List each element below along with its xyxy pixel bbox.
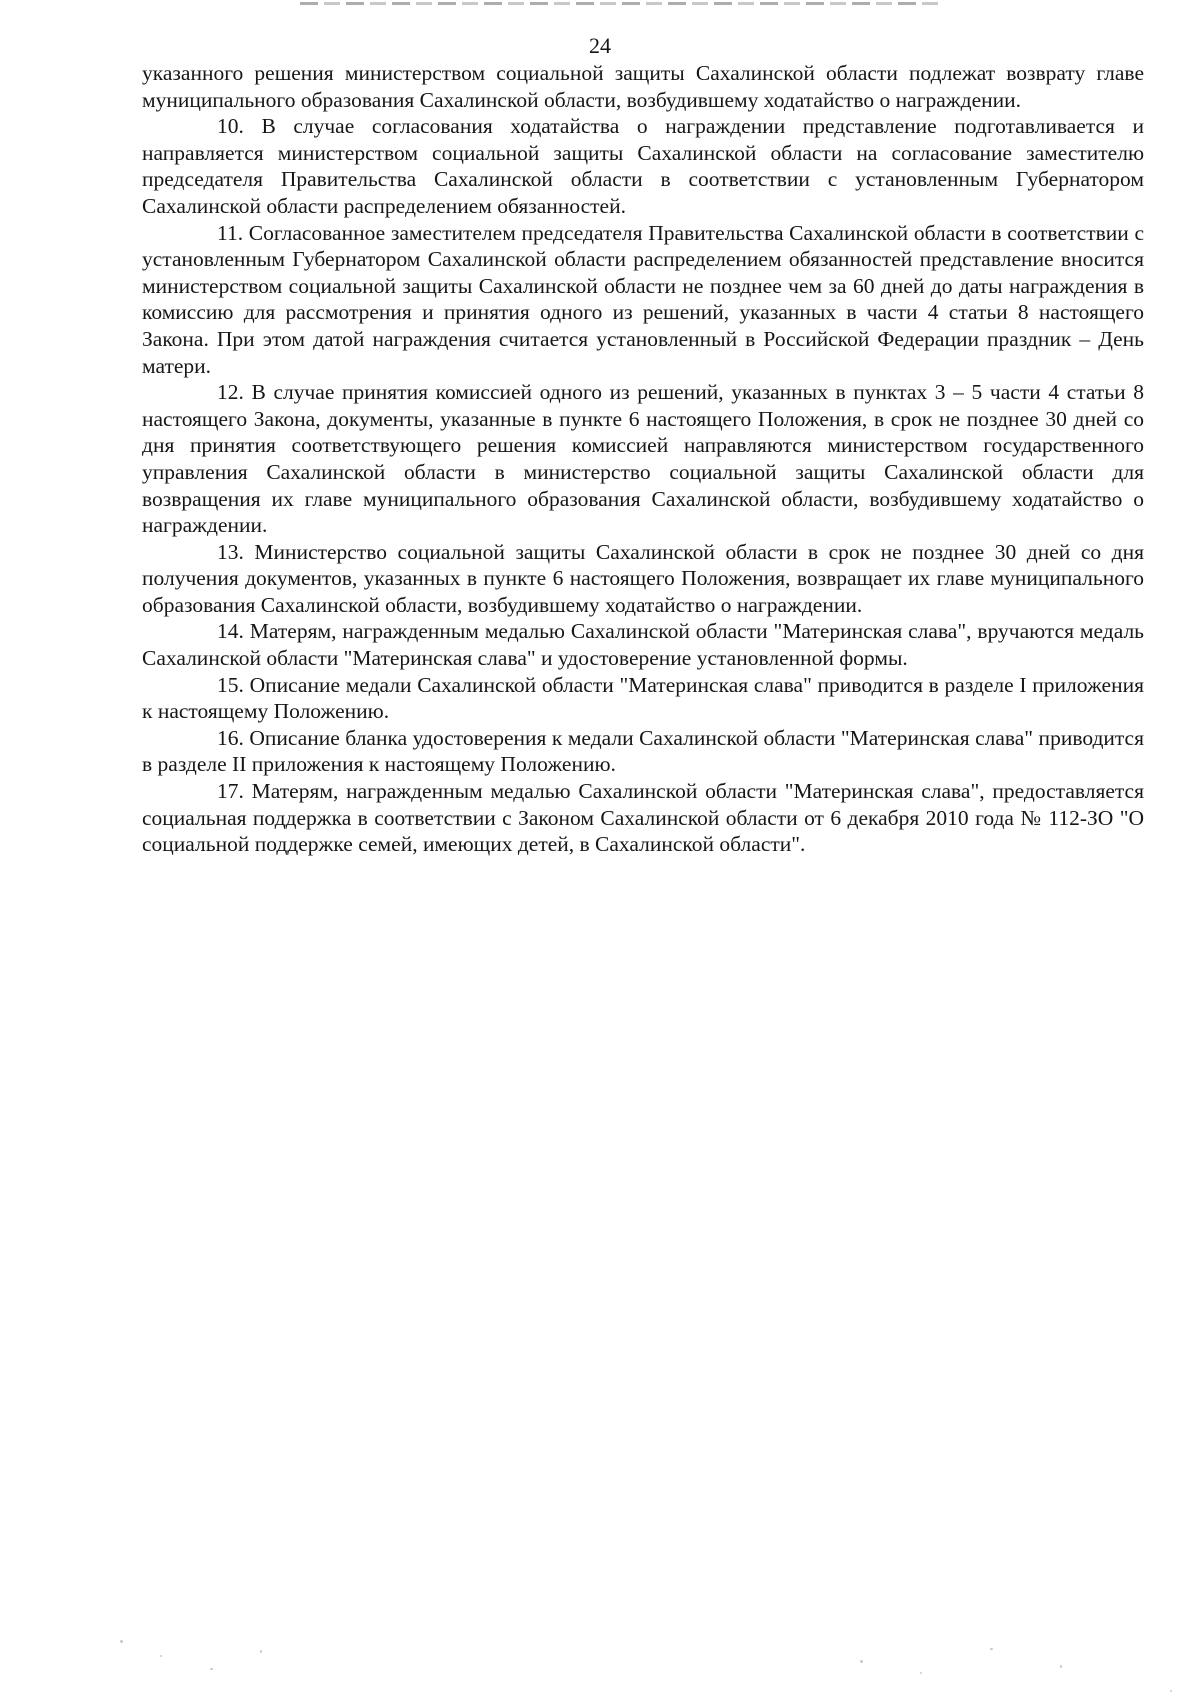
scan-artifact-line [300,2,940,5]
scan-noise [160,1655,162,1657]
page-number: 24 [589,33,611,58]
scan-noise [990,1648,993,1650]
paragraph-item-13: 13. Министерство социальной защиты Сахалинской области в срок не позднее 30 дней со дня получения документов, указанных в пункте 6 настоящего Положения, возвращает их главе муниципального образования Сахалинской области, возбудившему ходатайство о награждении. [142,539,1144,617]
scan-noise [260,1650,262,1653]
document-body [142,60,1144,858]
paragraph-item-17: 17. Матерям, награжденным медалью Сахалинской области "Материнская слава", предоставляется социальная поддержка в соответствии с Законом Сахалинской области от 6 декабря 2010 года № 112-ЗО "О социальной поддержке семей, имеющих детей, в Сахалинской области". [142,779,1144,857]
paragraph-continuation: указанного решения министерством социальной защиты Сахалинской области подлежат возврату главе муниципального образования Сахалинской области, возбудившему ходатайство о награждении. [142,61,1144,112]
scan-noise [860,1660,863,1663]
scan-noise [1060,1665,1062,1668]
scan-noise [920,1672,922,1674]
paragraph-item-16: 16. Описание бланка удостоверения к медали Сахалинской области "Материнская слава" приводится в разделе II приложения к настоящему Положению. [142,725,1144,777]
scan-noise [1170,1690,1172,1692]
paragraph-item-11: 11. Согласованное заместителем председателя Правительства Сахалинской области в соответствии с установленным Губернатором Сахалинской области распределением обязанностей представление вносится министерством социальной защиты Сахалинской области не позднее чем за 60 дней до даты награждения в комиссию для рассмотрения и принятия одного из решений, указанных в части 4 статьи 8 настоящего Закона. При этом датой награждения считается установленный в Российской Федерации праздник – День матери. [142,220,1144,378]
paragraph-item-14: 14. Матерям, награжденным медалью Сахалинской области "Материнская слава", вручаются медаль Сахалинской области "Материнская слава" и удостоверение установленной формы. [142,619,1144,671]
paragraph-item-10: 10. В случае согласования ходатайства о награждении представление подготавливается и направляется министерством социальной защиты Сахалинской области на согласование заместителю председателя Правительства Сахалинской области в соответствии с установленным Губернатором Сахалинской области распределением обязанностей. [142,114,1144,218]
scan-noise [210,1668,213,1670]
paragraph-item-12: 12. В случае принятия комиссией одного из решений, указанных в пунктах 3 – 5 части 4 статьи 8 настоящего Закона, документы, указанные в пункте 6 настоящего Положения, в срок не позднее 30 дней со дня принятия соответствующего решения комиссией направляются министерством государственного управления Сахалинской области в министерство социальной защиты Сахалинской области для возвращения их главе муниципального образования Сахалинской области, возбудившему ходатайство о награждении. [142,380,1144,538]
scan-noise [120,1640,123,1643]
paragraph-item-15: 15. Описание медали Сахалинской области "Материнская слава" приводится в разделе I приложения к настоящему Положению. [142,672,1144,724]
